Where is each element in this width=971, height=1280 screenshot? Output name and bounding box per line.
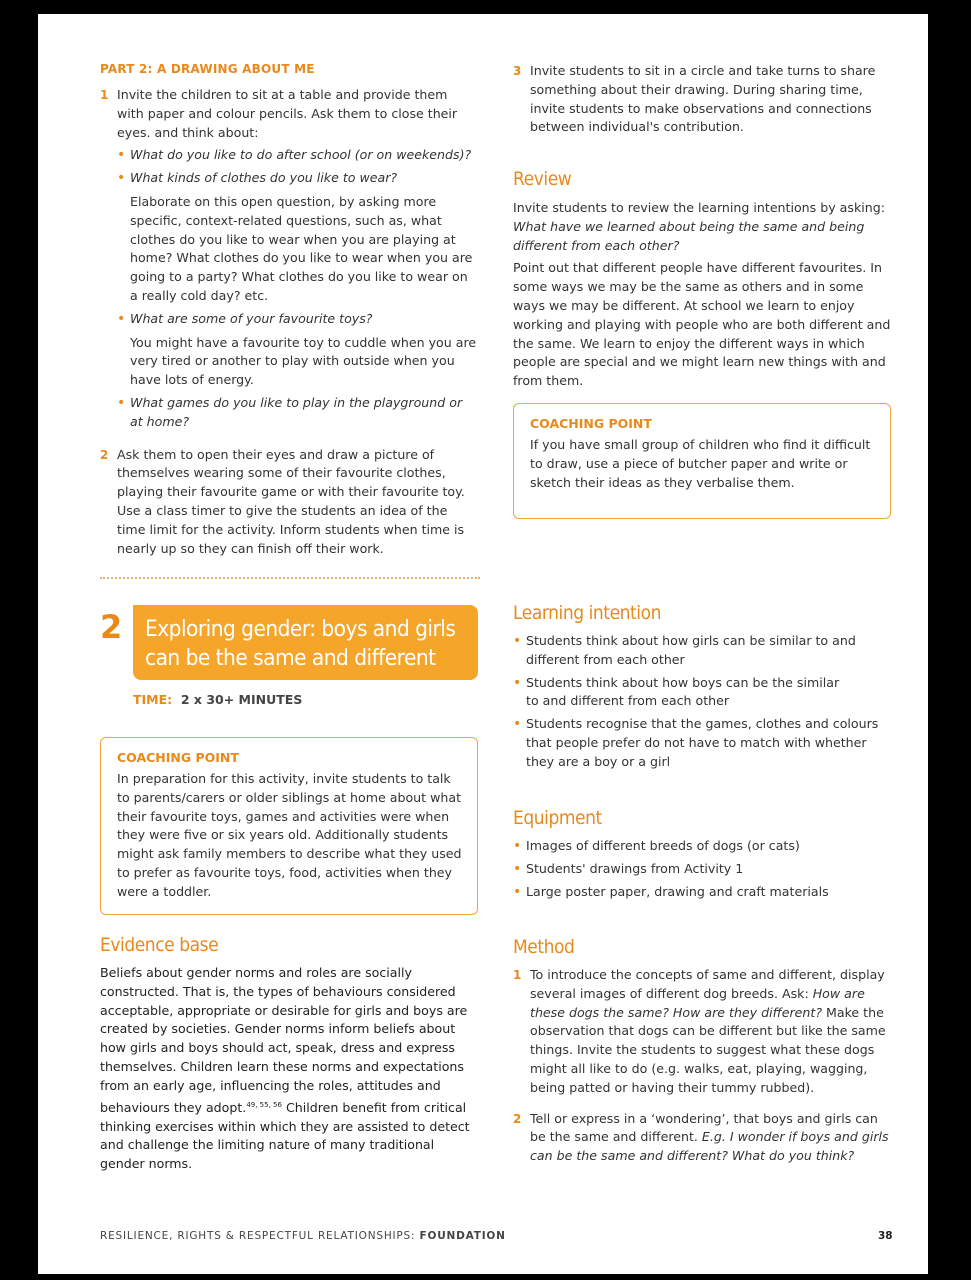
list-item: • Students think about how boys can be the similar to and different from each other	[513, 674, 893, 712]
evidence-heading: Evidence base	[100, 934, 219, 956]
method-step-1	[513, 966, 893, 1098]
method-step-2	[513, 1110, 893, 1166]
step-2-text: Ask them to open their eyes and draw a picture of themselves wearing some of their favourite clothes, playing their favourite game or with their favourite toy. Use a class timer to give the students an idea of the time limit for the activity. Inform students when time is nearly up so they can finish off their work.	[117, 446, 465, 556]
document-page	[38, 14, 928, 1274]
method-heading: Method	[513, 936, 575, 958]
list-item: • Large poster paper, drawing and craft materials	[513, 883, 893, 902]
page-number: 38	[878, 1230, 893, 1242]
activity-number: 2	[100, 608, 123, 646]
list-item: • Images of different breeds of dogs (or cats)	[513, 837, 893, 856]
learning-intention-list	[513, 632, 893, 772]
list-item: • Students think about how girls can be similar to and different from each other	[513, 632, 893, 670]
activity-title-banner	[133, 605, 478, 680]
review-paragraph-2: Point out that different people have different favourites. In some ways we may be the same as others and in some ways we may be different. At school we learn to enjoy working and playing with people who are both different and the same. We learn to enjoy the different ways in which people are special and we might learn new things with and from them.	[513, 260, 891, 389]
step-number: 1	[100, 88, 109, 102]
review-heading: Review	[513, 168, 572, 190]
coaching-point-box	[513, 403, 891, 519]
coaching-point-title: COACHING POINT	[530, 416, 652, 431]
evidence-text: Beliefs about gender norms and roles are socially constructed. That is, the types of behaviours considered acceptable, appropriate or desirable for girls and boys are created by societies. Gender norms inform beliefs about how girls and boys should act, speak, dress and express themselves. Children learn these norms and expectations from an early age, influencing the roles, attitudes and behaviours they adopt.$^{49, 55, 56}$ Children benefit from critical thinking exercises within which they are assisted to detect and challenge the limiting nature of many traditional gender norms.	[100, 965, 470, 1172]
part2-heading: PART 2: A DRAWING ABOUT ME	[100, 62, 315, 76]
step-number: 2	[100, 447, 109, 462]
question-item: • What are some of your favourite toys? You might have a favourite toy to cuddle when you are very tired or another to play with outside when you have lots of energy.	[117, 310, 478, 390]
equipment-heading: Equipment	[513, 807, 602, 829]
method-step-1-text: To introduce the concepts of same and different, display several images of different dog breeds. Ask: How are these dogs the same? How are they different? Make the observation that dogs can be different but like the same things. Invite the students to suggest what these dogs might all like to do (e.g. walks, eat, playing, wagging, being patted or having their tummy rubbed).	[530, 967, 886, 1095]
section-divider	[100, 577, 480, 579]
list-item: • Students' drawings from Activity 1	[513, 860, 893, 879]
list-item: • Students recognise that the games, clothes and colours that people prefer do not have to match with whether they are a boy or a girl	[513, 715, 893, 771]
part2-section	[100, 62, 478, 558]
footer-series-title: RESILIENCE, RIGHTS & RESPECTFUL RELATIONSHIPS: FOUNDATION	[100, 1230, 506, 1242]
question-item: • What games do you like to play in the playground or at home?	[117, 394, 478, 432]
learning-intention-section	[513, 602, 893, 772]
step-1-text: Invite the children to sit at a table and provide them with paper and colour pencils. Ask them to close their eyes. and think about:	[117, 87, 458, 140]
coaching-point-title: COACHING POINT	[117, 750, 239, 765]
step-3-section	[513, 62, 893, 137]
coaching-point-text: In preparation for this activity, invite students to talk to parents/carers or older siblings at home about what their favourite toys, games and activities were when they were five or six years old. Additionally students might ask family members to describe what they used to prefer as favourite toys, food, activities when they were a toddler.	[117, 771, 462, 899]
equipment-section	[513, 807, 893, 901]
method-section	[513, 936, 893, 1166]
question-list	[117, 146, 478, 431]
step-number: 3	[513, 64, 522, 78]
activity-time: TIME: 2 x 30+ MINUTES	[133, 692, 303, 707]
coaching-point-box	[100, 737, 478, 915]
review-paragraph-1: Invite students to review the learning intentions by asking: What have we learned about being the same and being different from each other?	[513, 200, 885, 253]
question-item: • What kinds of clothes do you like to wear? Elaborate on this open question, by asking more specific, context-related questions, such as, what clothes do you like to wear when you are playing at home? What clothes do you like to wear when you are going to a party? What clothes do you like to wear on a really cold day? etc.	[117, 169, 478, 306]
step-2	[100, 446, 478, 559]
evidence-section	[100, 934, 478, 1174]
activity-title-line-2: can be the same and different	[145, 646, 436, 671]
method-step-2-text: Tell or express in a ‘wondering’, that boys and girls can be the same and different. E.g. I wonder if boys and girls can be the same and different? What do you think?	[530, 1110, 889, 1164]
equipment-list	[513, 837, 893, 901]
review-section	[513, 168, 893, 391]
step-number: 2	[513, 1111, 522, 1126]
coaching-point-text: If you have small group of children who find it difficult to draw, use a piece of butcher paper and write or sketch their ideas as they verbalise them.	[530, 437, 871, 490]
learning-intention-heading: Learning intention	[513, 602, 661, 624]
step-number: 1	[513, 968, 522, 982]
step-3	[513, 62, 893, 137]
step-1	[100, 86, 478, 432]
question-elaboration: You might have a favourite toy to cuddle when you are very tired or another to play with outside when you have lots of energy.	[130, 334, 477, 388]
question-elaboration: Elaborate on this open question, by asking more specific, context-related questions, such as, what clothes do you like to wear when you are playing at home? What clothes do you like to wear when you are going to a party? What clothes do you like to wear on a really cold day? etc.	[130, 193, 473, 303]
activity-title-line-1: Exploring gender: boys and girls	[145, 617, 456, 642]
step-3-text: Invite students to sit in a circle and take turns to share something about their drawing. During sharing time, invite students to make observations and connections between individual's contribution.	[530, 63, 876, 135]
question-item: • What do you like to do after school (or on weekends)?	[117, 146, 478, 165]
